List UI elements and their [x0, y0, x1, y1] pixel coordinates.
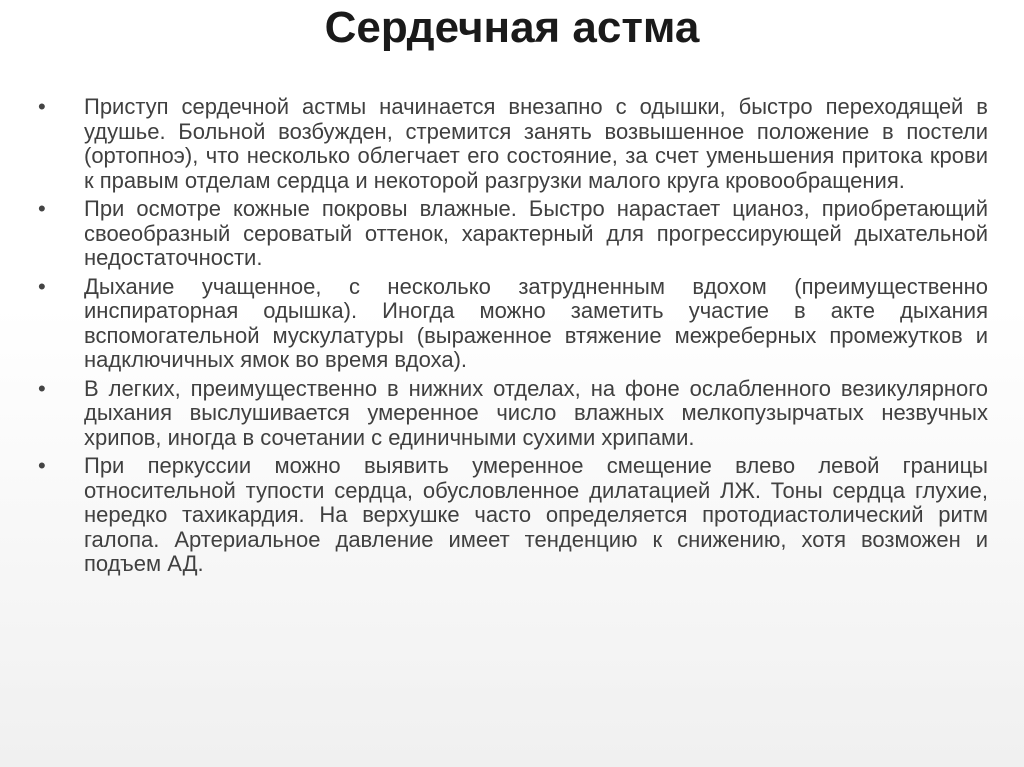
bullet-item [38, 197, 988, 271]
bullet-item [38, 275, 988, 373]
bullet-dot-icon: • [38, 196, 46, 221]
bullet-item [38, 454, 988, 577]
bullet-list [38, 95, 988, 581]
bullet-dot-icon: • [38, 273, 46, 299]
bullet-text: При осмотре кожные покровы влажные. Быстро нарастает цианоз, приобретающий своеобразный сероватый оттенок, характерный для прогрессирующей дыхательной недостаточности. [84, 196, 988, 270]
bullet-text: При перкуссии можно выявить умеренное смещение влево левой границы относительной тупости сердца, обусловленное дилатацией ЛЖ. Тоны сердца глухие, нередко тахикардия. На верхушке часто определяется протодиастолический ритм галопа. Артериальное давление имеет тенденцию к снижению, хотя возможен и подъем АД. [84, 453, 988, 576]
bullet-dot-icon: • [38, 94, 46, 119]
bullet-dot-icon: • [38, 375, 46, 401]
bullet-text: Приступ сердечной астмы начинается внезапно с одышки, быстро переходящей в удушье. Больной возбужден, стремится занять возвышенное положение в постели (ортопноэ), что несколько облегчает его состояние, за счет уменьшения притока крови к правым отделам сердца и некоторой разгрузки малого круга кровообращения. [84, 94, 988, 193]
bullet-dot-icon: • [38, 453, 46, 478]
slide-title: Сердечная астма [324, 3, 700, 52]
bullet-text: В легких, преимущественно в нижних отделах, на фоне ослабленного везикулярного дыхания выслушивается умеренное число влажных мелкопузырчатых незвучных хрипов, иногда в сочетании с единичными сухими хрипами. [84, 375, 988, 450]
bullet-item [38, 377, 988, 451]
bullet-text: Дыхание учащенное, с несколько затрудненным вдохом (преимущественно инспираторная одышка). Иногда можно заметить участие в акте дыхания вспомогательной мускулатуры (выраженное втяжение межреберных промежутков и надключичных ямок во время вдоха). [84, 273, 988, 372]
bullet-item [38, 95, 988, 193]
